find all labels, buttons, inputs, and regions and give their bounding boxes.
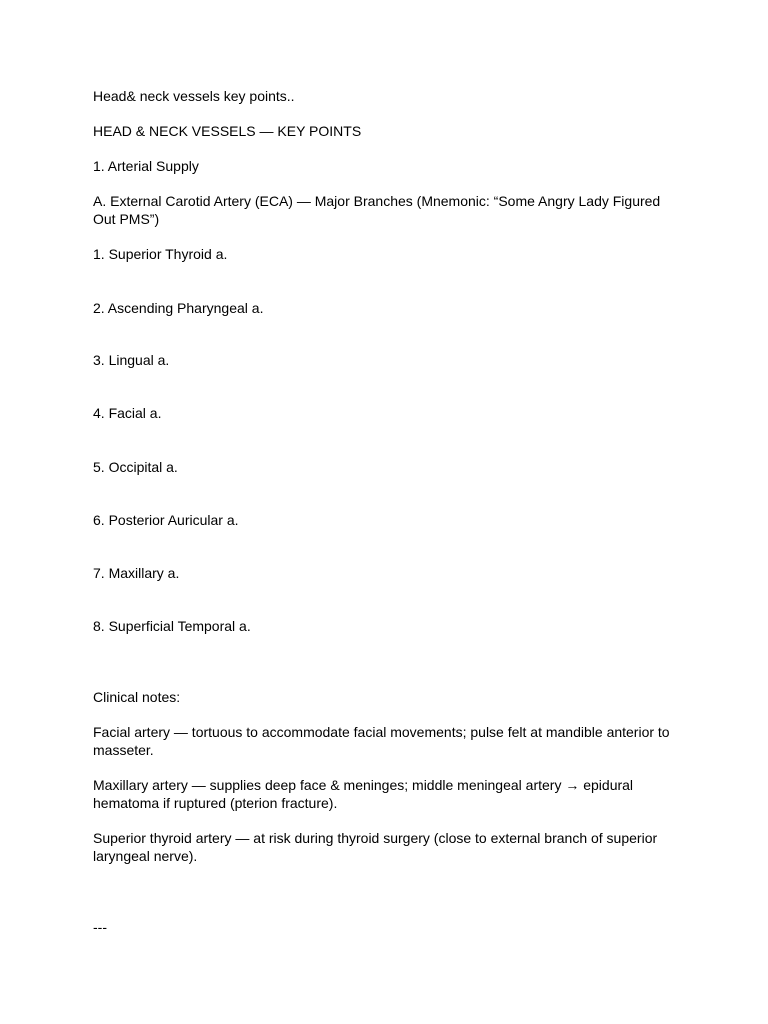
branch-item: 8. Superficial Temporal a. xyxy=(93,618,251,634)
branch-item: 1. Superior Thyroid a. xyxy=(93,246,228,262)
branch-item: 4. Facial a. xyxy=(93,405,162,421)
clinical-notes-heading: Clinical notes: xyxy=(93,689,181,705)
section-title: HEAD & NECK VESSELS — KEY POINTS xyxy=(93,123,362,139)
clinical-note: Maxillary artery — supplies deep face & meninges; middle meningeal artery → epidural hematoma if ruptured (pterion fracture). xyxy=(93,777,634,811)
branch-item: 3. Lingual a. xyxy=(93,352,170,368)
eca-heading: A. External Carotid Artery (ECA) — Major Branches (Mnemonic: “Some Angry Lady Figured Out PMS”) xyxy=(93,193,661,227)
clinical-note: Superior thyroid artery — at risk during thyroid surgery (close to external branch of superior laryngeal nerve). xyxy=(93,830,658,864)
subsection-arterial-supply: 1. Arterial Supply xyxy=(93,158,199,174)
document-heading: Head& neck vessels key points.. xyxy=(93,88,295,104)
clinical-note: Facial artery — tortuous to accommodate facial movements; pulse felt at mandible anterior to masseter. xyxy=(93,724,670,758)
branch-item: 6. Posterior Auricular a. xyxy=(93,512,239,528)
branch-item: 2. Ascending Pharyngeal a. xyxy=(93,300,264,316)
branch-item: 7. Maxillary a. xyxy=(93,565,180,581)
separator: --- xyxy=(93,919,107,935)
branch-item: 5. Occipital a. xyxy=(93,459,178,475)
